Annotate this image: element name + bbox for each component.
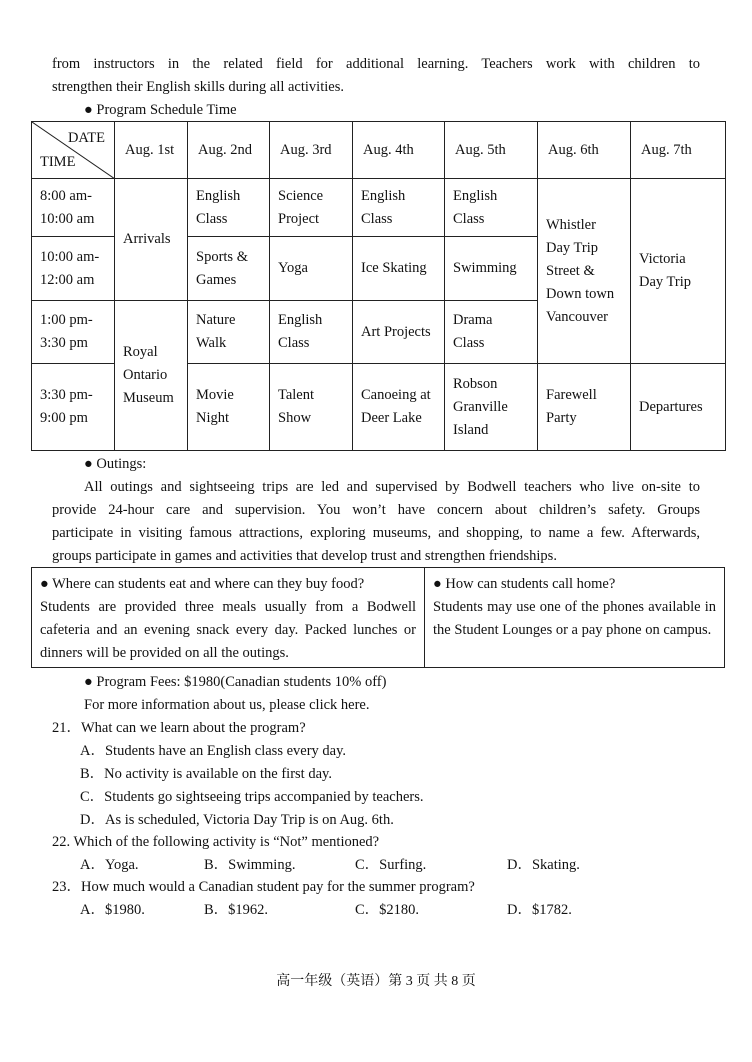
departures-cell: Departures — [631, 364, 726, 451]
corner-time-label: TIME — [40, 154, 76, 170]
question-22-option-c: C．Surfing. — [355, 857, 427, 873]
page-footer: 高一年级（英语）第 3 页 共 8 页 — [276, 974, 476, 989]
outings-heading: ● Outings: — [84, 456, 147, 472]
outings-line-2: provide 24-hour care and supervision. You won’t have concern about children’s safety. Groups — [52, 502, 700, 518]
schedule-header-row — [32, 122, 726, 179]
activity-cell: English Class — [445, 179, 538, 237]
time-cell: 1:00 pm- 3:30 pm — [32, 301, 115, 364]
question-21-option-d: D．As is scheduled, Victoria Day Trip is on Aug. 6th. — [80, 812, 394, 828]
activity-cell: English Class — [188, 179, 270, 237]
schedule-row-morning-1 — [32, 179, 726, 237]
intro-line-2: strengthen their English skills during all activities. — [52, 79, 344, 95]
activity-cell: Movie Night — [188, 364, 270, 451]
arrivals-cell: Arrivals — [115, 179, 188, 301]
activity-cell: English Class — [353, 179, 445, 237]
museum-cell: Royal Ontario Museum — [115, 301, 188, 451]
faq-food-cell — [32, 568, 425, 667]
more-info-link[interactable]: For more information about us, please click here. — [84, 697, 370, 713]
activity-cell: Sports & Games — [188, 237, 270, 301]
question-22-option-a: A．Yoga. — [80, 857, 139, 873]
intro-line-1: from instructors in the related field for additional learning. Teachers work with children to — [52, 56, 700, 72]
faq-food-question: ● Where can students eat and where can they buy food? — [40, 576, 365, 592]
activity-cell: Robson Granville Island — [445, 364, 538, 451]
faq-phone-cell — [425, 568, 724, 667]
faq-food-answer: Students are provided three meals usually from a Bodwell cafeteria and an evening snack every day. Packed lunches or dinners will be provided on all the outings. — [40, 599, 416, 661]
day-header: Aug. 2nd — [188, 122, 270, 179]
activity-cell: Farewell Party — [538, 364, 631, 451]
day-header: Aug. 4th — [353, 122, 445, 179]
time-cell: 8:00 am- 10:00 am — [32, 179, 115, 237]
day-header: Aug. 5th — [445, 122, 538, 179]
question-22-option-d: D．Skating. — [507, 857, 580, 873]
activity-cell: Ice Skating — [353, 237, 445, 301]
question-21-option-a: A．Students have an English class every day. — [80, 743, 347, 759]
day-header: Aug. 3rd — [270, 122, 353, 179]
question-21-stem: 21．What can we learn about the program? — [52, 720, 306, 736]
activity-cell: Nature Walk — [188, 301, 270, 364]
day-header: Aug. 7th — [631, 122, 726, 179]
faq-phone-answer: Students may use one of the phones available in the Student Lounges or a pay phone on campus. — [433, 599, 716, 638]
outings-line-1: All outings and sightseeing trips are led and supervised by Bodwell teachers who live on-site to — [84, 479, 700, 495]
question-21-option-b: B．No activity is available on the first day. — [80, 766, 332, 782]
activity-cell: Art Projects — [353, 301, 445, 364]
faq-phone-question: ● How can students call home? — [433, 576, 616, 592]
question-23-stem: 23．How much would a Canadian student pay for the summer program? — [52, 879, 475, 895]
question-23-option-d: D．$1782. — [507, 902, 572, 918]
day-header: Aug. 1st — [115, 122, 188, 179]
program-fees: ● Program Fees: $1980(Canadian students 10% off) — [84, 674, 387, 690]
date-time-corner-cell — [32, 122, 115, 179]
outings-line-4: groups participate in games and activities that develop trust and strengthen friendships. — [52, 548, 557, 564]
question-22-stem: 22. Which of the following activity is “Not” mentioned? — [52, 834, 380, 850]
question-23-option-a: A．$1980. — [80, 902, 145, 918]
activity-cell: English Class — [270, 301, 353, 364]
schedule-heading: ● Program Schedule Time — [84, 102, 237, 118]
question-23-option-b: B．$1962. — [204, 902, 269, 918]
program-schedule-table — [31, 121, 726, 451]
question-22-option-b: B．Swimming. — [204, 857, 296, 873]
activity-cell: Drama Class — [445, 301, 538, 364]
whistler-trip-cell: Whistler Day Trip Street & Down town Vancouver — [538, 179, 631, 364]
victoria-trip-cell: Victoria Day Trip — [631, 179, 726, 364]
day-header: Aug. 6th — [538, 122, 631, 179]
question-23-option-c: C．$2180. — [355, 902, 420, 918]
activity-cell: Science Project — [270, 179, 353, 237]
outings-line-3: participate in visiting famous attractions, exploring museums, and shopping, to name a few. Afterwards, — [52, 525, 700, 541]
question-21-option-c: C．Students go sightseeing trips accompanied by teachers. — [80, 789, 424, 805]
activity-cell: Yoga — [270, 237, 353, 301]
corner-date-label: DATE — [67, 130, 105, 146]
activity-cell: Swimming — [445, 237, 538, 301]
faq-box — [31, 567, 725, 668]
activity-cell: Talent Show — [270, 364, 353, 451]
time-cell: 10:00 am- 12:00 am — [32, 237, 115, 301]
activity-cell: Canoeing at Deer Lake — [353, 364, 445, 451]
time-cell: 3:30 pm- 9:00 pm — [32, 364, 115, 451]
